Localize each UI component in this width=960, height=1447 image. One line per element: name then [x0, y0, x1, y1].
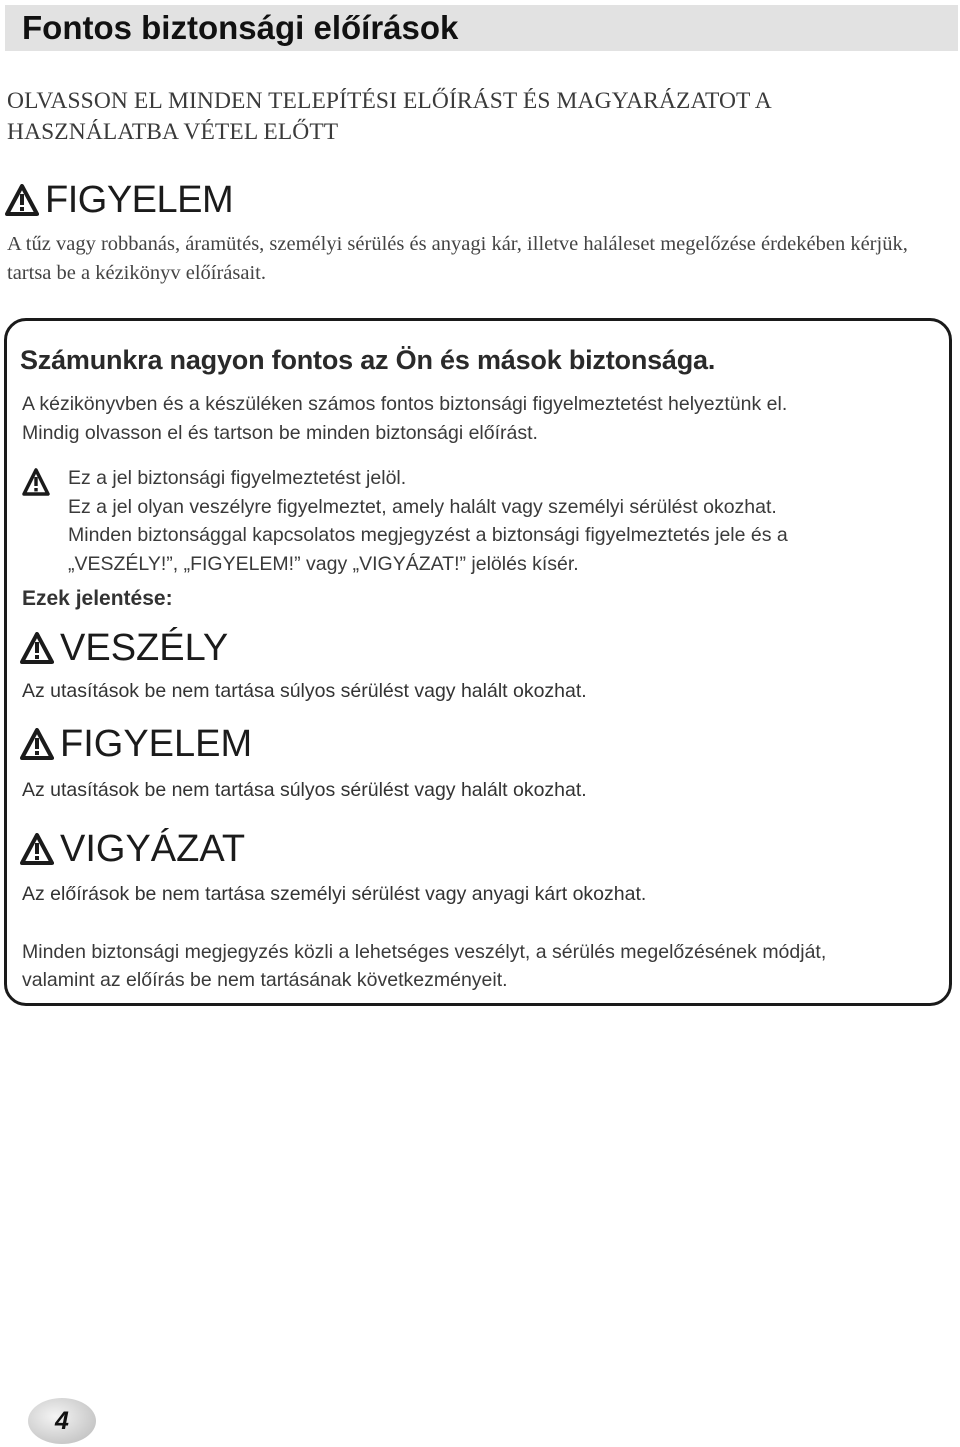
warning-triangle-icon: [20, 833, 54, 865]
symbol-line: Ez a jel olyan veszélyre figyelmeztet, amely halált vagy személyi sérülést okozhat.: [68, 496, 777, 518]
read-all-instructions: OLVASSON EL MINDEN TELEPÍTÉSI ELŐÍRÁST ÉS MAGYARÁZATOT A HASZNÁLATBA VÉTEL ELŐTT: [7, 88, 771, 145]
level-word: VESZÉLY: [60, 627, 229, 669]
warning-triangle-icon: [22, 468, 50, 496]
symbol-line: „VESZÉLY!”, „FIGYELEM!” vagy „VIGYÁZAT!” jelölés kísér.: [68, 553, 579, 575]
level-text: Az előírások be nem tartása személyi sérülést vagy anyagi kárt okozhat.: [22, 883, 647, 905]
page-number-badge: [28, 1398, 96, 1444]
level-text: Az utasítások be nem tartása súlyos sérülést vagy halált okozhat.: [22, 779, 587, 801]
warning-triangle-icon: [20, 728, 54, 760]
closing-line: valamint az előírás be nem tartásának következményeit.: [22, 969, 508, 991]
meaning-label: Ezek jelentése:: [22, 587, 173, 610]
warning-text: A tűz vagy robbanás, áramütés, személyi sérülés és anyagi kár, illetve haláleset megelőzése érdekében kérjük, tartsa be a kézikönyv előírásait.: [7, 233, 908, 284]
level-word: VIGYÁZAT: [60, 828, 246, 870]
level-text: Az utasítások be nem tartása súlyos sérülést vagy halált okozhat.: [22, 680, 587, 702]
closing-line: Minden biztonsági megjegyzés közli a lehetséges veszélyt, a sérülés megelőzésének módját,: [22, 941, 827, 963]
safety-intro-line: A kézikönyvben és a készüléken számos fontos biztonsági figyelmeztetést helyeztünk el.: [22, 393, 788, 415]
warning-triangle-icon: [5, 184, 39, 216]
level-word: FIGYELEM: [60, 723, 253, 765]
warning-heading: [5, 178, 233, 222]
page-title: Fontos biztonsági előírások: [22, 9, 459, 46]
level-heading-danger: [20, 626, 228, 670]
symbol-line: Minden biztonsággal kapcsolatos megjegyzést a biztonsági figyelmeztetés jele és a: [68, 524, 788, 546]
level-heading-warning: [20, 722, 252, 766]
safety-intro-line: Mindig olvasson el és tartson be minden biztonsági előírást.: [22, 422, 538, 444]
warning-word: FIGYELEM: [45, 179, 234, 221]
symbol-line: Ez a jel biztonsági figyelmeztetést jelöl.: [68, 467, 407, 489]
safety-box-title: Számunkra nagyon fontos az Ön és mások biztonsága.: [20, 345, 716, 375]
level-heading-caution: [20, 827, 245, 871]
page-number: 4: [55, 1406, 69, 1435]
warning-triangle-icon: [20, 632, 54, 664]
